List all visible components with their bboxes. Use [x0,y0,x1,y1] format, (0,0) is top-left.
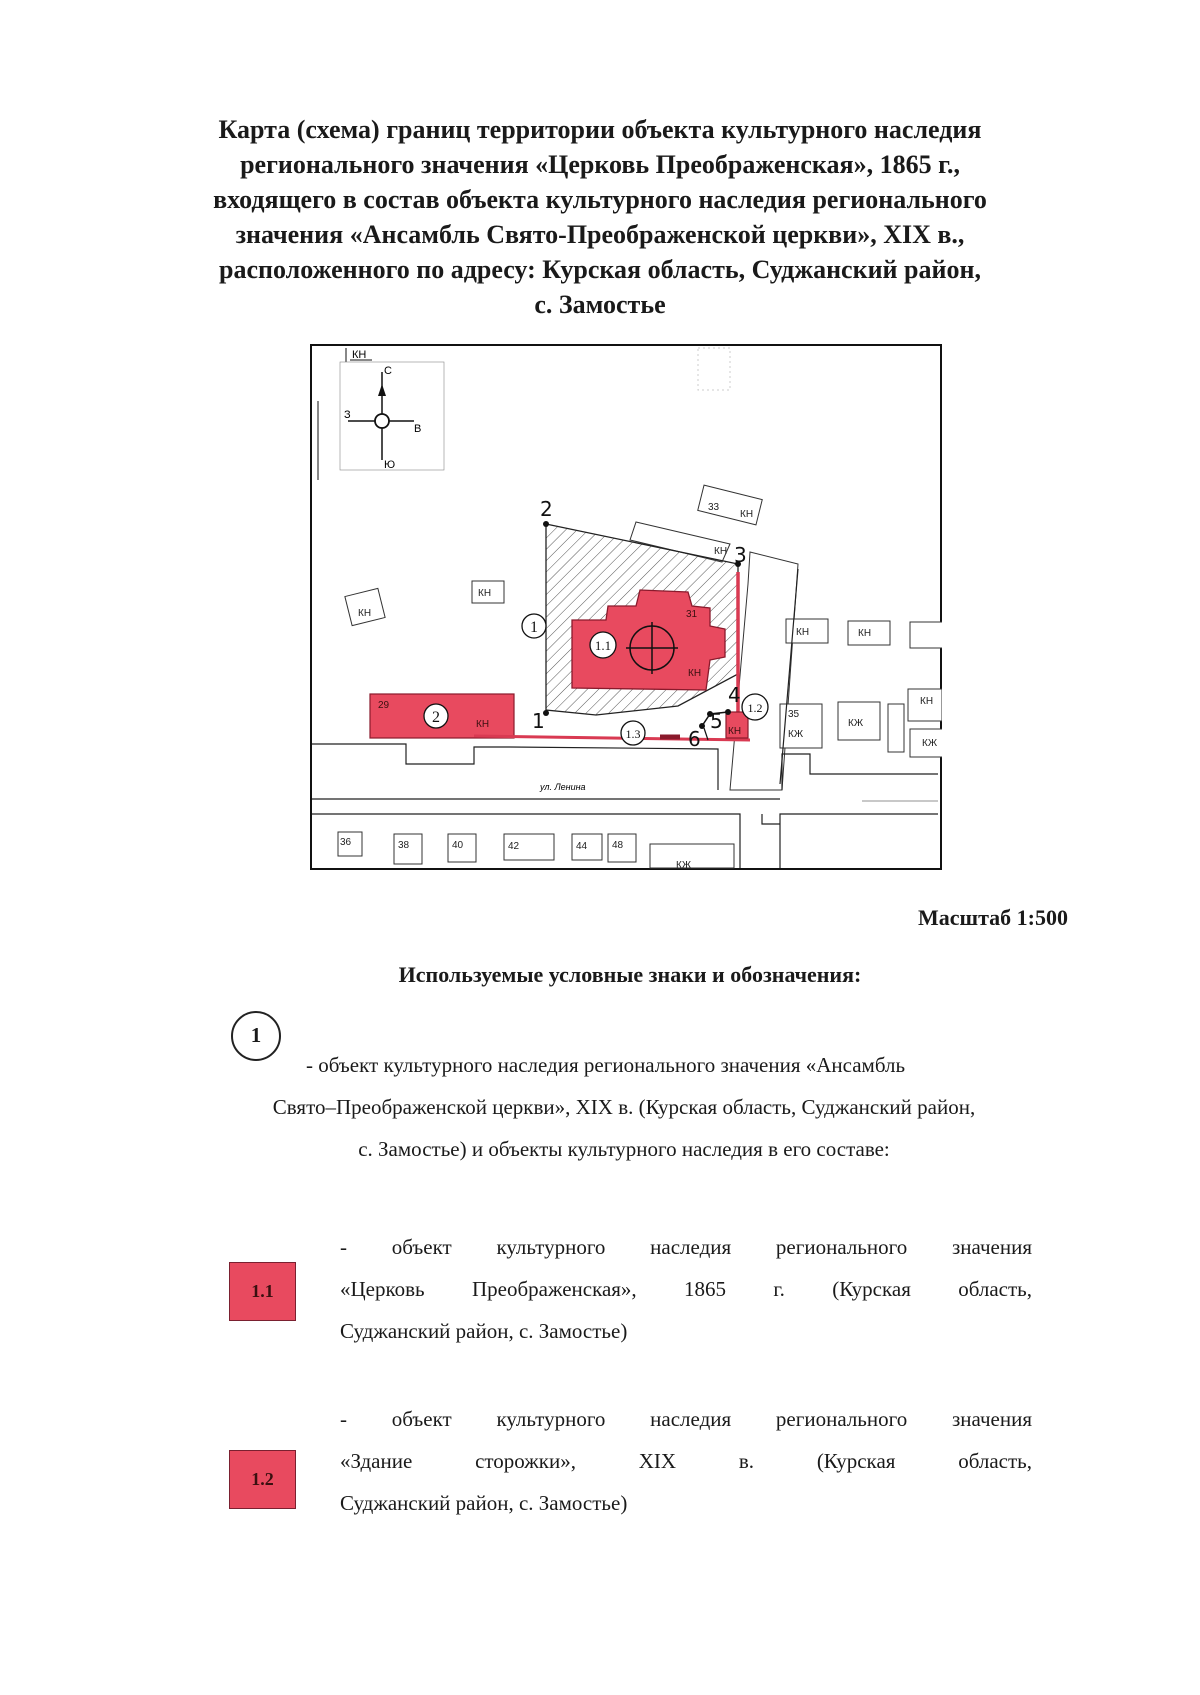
legend-item-guard-house [340,1398,1032,1524]
marker-label: 2 [432,709,440,726]
map-scale: Масштаб 1:500 [917,905,1068,930]
legend-item-church [340,1226,1032,1352]
building-tag: КН [478,588,492,599]
territory-map [310,344,942,870]
point-label: 4 [728,683,741,707]
building-tag: КН [358,608,372,619]
title-line: Карта (схема) границ территории объекта культурного наследия [218,115,982,144]
compass-w: З [344,409,351,421]
legend-line: с. Замостье) и объекты культурного наследия в его составе: [358,1137,890,1161]
house-number: 31 [686,609,698,620]
building-tag: КН [920,696,934,707]
point-label: 3 [734,543,747,567]
legend-line: - объект культурного наследия регионального значения [340,1235,1032,1259]
legend-swatch-1-2: 1.2 [229,1450,296,1509]
legend-line: Свято–Преображенской церкви», XIX в. (Курская область, Суджанский район, [272,1095,976,1119]
title-line: регионального значения «Церковь Преображенская», 1865 г., [240,150,960,179]
building-tag: КЖ [922,738,938,749]
house-number: 36 [340,837,352,848]
compass-e: В [414,423,422,435]
building-tag: КН [796,627,810,638]
marker-label: 1.1 [594,638,612,653]
building-tag: КН [476,719,490,730]
compass-n: С [384,365,392,377]
house-number: 33 [708,502,720,513]
legend-circle-marker: 1 [231,1011,281,1061]
legend-swatch-1-1: 1.1 [229,1262,296,1321]
house-number: 38 [398,840,410,851]
title-line: с. Замостье [534,290,666,319]
title-line: расположенного по адресу: Курская область, Суджанский район, [219,255,981,284]
legend-line: - объект культурного наследия регионального значения [340,1407,1032,1431]
house-number: 44 [576,841,588,852]
point-label: 6 [688,727,701,751]
legend-heading: Используемые условные знаки и обозначения: [398,962,862,987]
building [888,704,904,752]
house-number: 42 [508,841,520,852]
point-label: 5 [710,709,723,733]
house-number: 29 [378,700,390,711]
point-label: 1 [532,709,545,733]
legend-line: Суджанский район, с. Замостье) [340,1319,628,1343]
building-tag: КН [688,668,702,679]
marker-label: 1.2 [747,701,763,715]
building-tag: КН [352,349,367,361]
title-line: значения «Ансамбль Свято-Преображенской церкви», XIX в., [235,220,965,249]
legend-line: «Церковь Преображенская», 1865 г. (Курская область, [340,1277,1032,1301]
building-tag: КЖ [788,729,804,740]
legend-line: «Здание сторожки», XIX в. (Курская область, [340,1449,1032,1473]
legend-line: - объект культурного наследия регионального значения «Ансамбль [306,1053,906,1077]
building-tag: КН [728,726,742,737]
house-number: 40 [452,840,464,851]
building-tag: КН [714,546,728,557]
document-title [140,112,1060,322]
legend-item-ensemble [194,1044,1054,1170]
compass-s: Ю [384,459,396,471]
marker-label: 1 [530,619,538,636]
house-number: 48 [612,840,624,851]
building-tag: КН [858,628,872,639]
point-label: 2 [540,497,553,521]
building-tag: КН [740,509,754,520]
building-tag: КЖ [848,718,864,729]
building-tag: КЖ [676,860,692,870]
street-name: ул. Ленина [540,782,586,792]
building [910,622,942,648]
legend-line: Суджанский район, с. Замостье) [340,1491,628,1515]
title-line: входящего в состав объекта культурного наследия регионального [213,185,987,214]
house-number: 35 [788,709,800,720]
marker-label: 1.3 [625,727,641,741]
